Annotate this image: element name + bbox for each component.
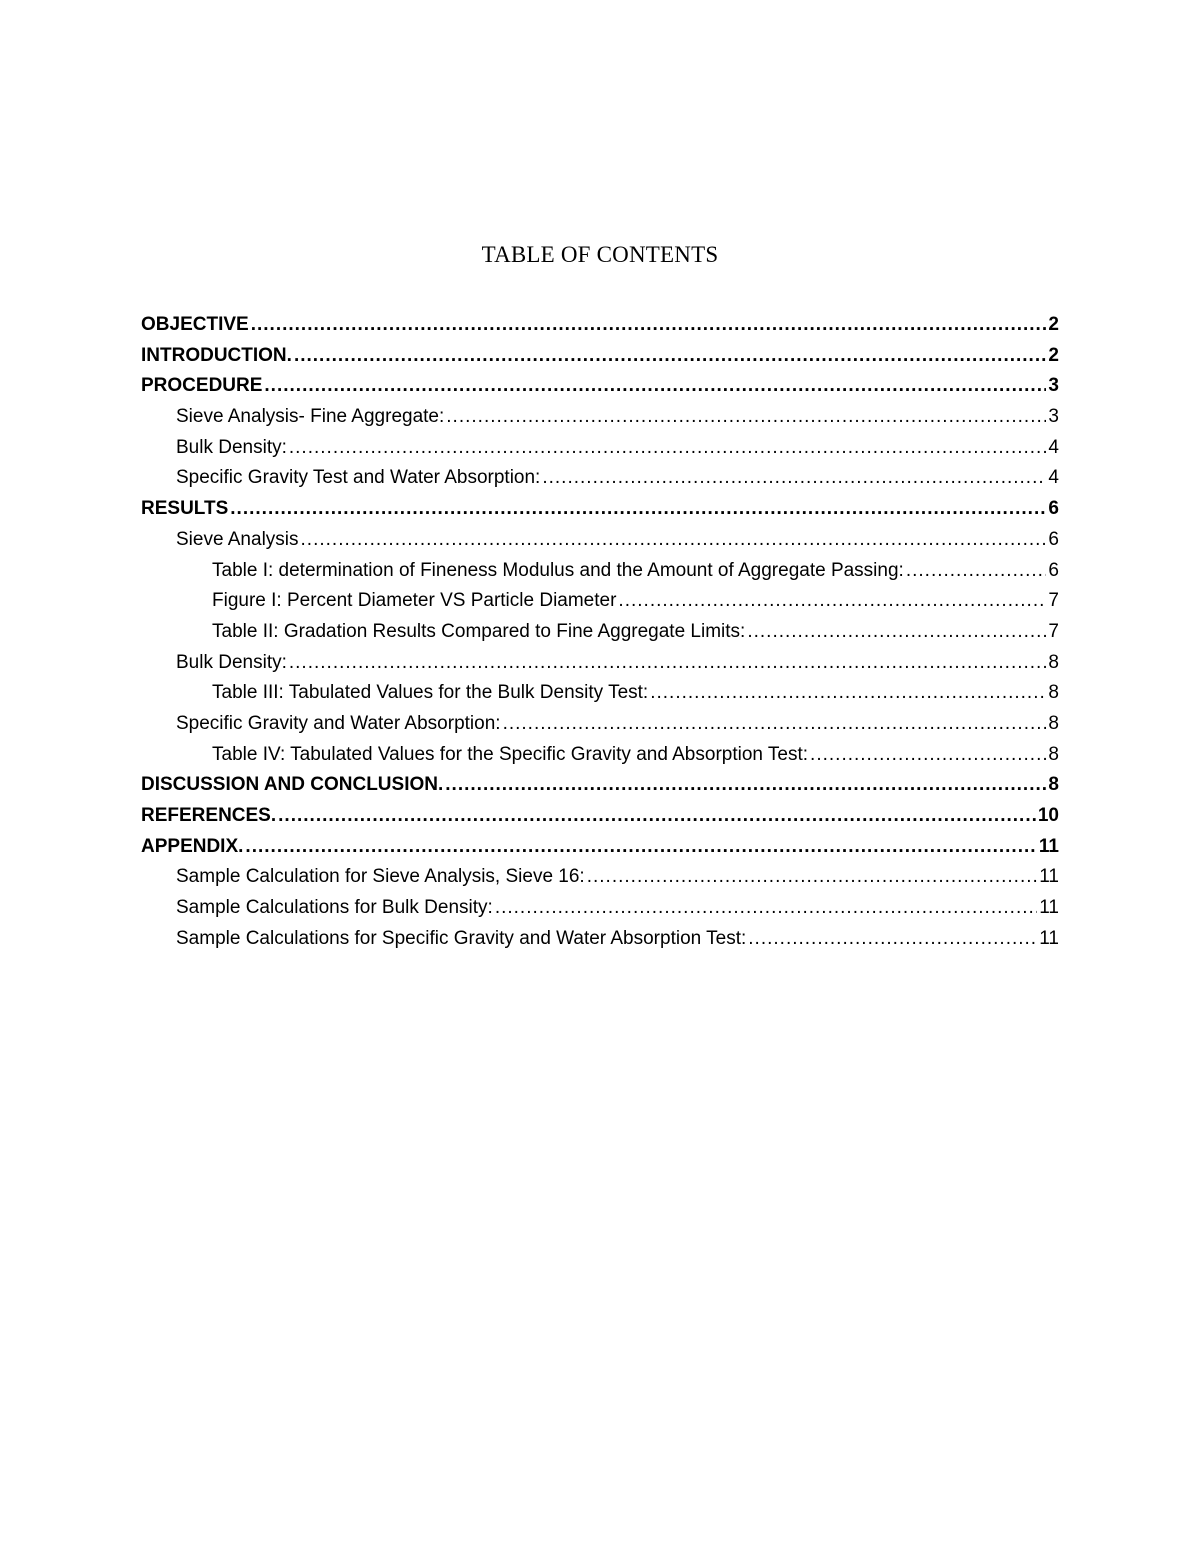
toc-entry-page-number: 4 [1048,467,1059,489]
toc-entry-page-number: 6 [1048,498,1059,520]
dot-leader [503,713,1047,735]
dot-leader [264,375,1046,397]
toc-entry-page-number: 8 [1048,682,1059,704]
dot-leader [230,498,1046,520]
dot-leader [301,529,1047,551]
toc-entry-page-number: 8 [1048,743,1059,765]
toc-entry[interactable] [141,529,1059,560]
toc-entry-page-number: 10 [1037,805,1059,826]
toc-entry-label: INTRODUCTION. [141,344,292,366]
toc-entry-page-number: 2 [1048,344,1059,366]
toc-entry-page-number: 11 [1039,897,1059,919]
toc-entry-page-number: 8 [1048,651,1059,673]
toc-entry[interactable] [141,652,1059,683]
toc-entry[interactable] [141,744,1059,775]
toc-entry-label: Table IV: Tabulated Values for the Specific Gravity and Absorption Test: [212,743,809,765]
toc-entry-page-number: 11 [1039,927,1059,949]
toc-entry[interactable] [141,406,1059,437]
toc-entry-page-number: 4 [1048,436,1059,458]
toc-entry[interactable] [141,682,1059,713]
toc-entry[interactable] [141,345,1059,376]
dot-leader [810,744,1046,766]
toc-entry-label: APPENDIX. [141,835,244,857]
toc-entry-page-number: 3 [1048,406,1059,428]
toc-entry[interactable] [141,590,1059,621]
toc-entry-page-number: 7 [1048,590,1059,612]
toc-entry-page-number: 11 [1039,866,1059,888]
dot-leader [495,897,1037,919]
toc-entry[interactable] [141,866,1059,897]
toc-entry[interactable] [141,498,1059,529]
toc-entry[interactable] [141,836,1059,867]
dot-leader [446,406,1046,428]
toc-entry-label: Sample Calculations for Bulk Density: [176,897,493,919]
toc-entry-label: Sieve Analysis- Fine Aggregate: [176,406,445,428]
dot-leader [289,437,1047,459]
dot-leader [748,928,1037,950]
toc-entry-page-number: 8 [1048,712,1059,734]
toc-entry-page-number: 6 [1048,559,1059,581]
toc-entry[interactable] [141,897,1059,928]
dot-leader [289,652,1047,674]
toc-entry[interactable] [141,928,1059,959]
toc-entry-label: Table II: Gradation Results Compared to Fine Aggregate Limits: [212,620,746,642]
dot-leader [906,560,1047,582]
toc-entry[interactable] [141,314,1059,345]
toc-list [141,314,1059,958]
dot-leader [245,836,1036,858]
toc-entry[interactable] [141,774,1059,805]
toc-entry-page-number: 8 [1048,774,1059,796]
toc-entry-page-number: 6 [1048,528,1059,550]
toc-entry-label: Bulk Density: [176,436,287,458]
toc-entry-label: Specific Gravity and Water Absorption: [176,712,501,734]
toc-entry-page-number: 11 [1038,835,1059,857]
toc-entry-label: PROCEDURE [141,375,263,397]
toc-entry[interactable] [141,437,1059,468]
toc-entry-label: Table I: determination of Fineness Modulus and the Amount of Aggregate Passing: [212,559,904,581]
dot-leader [587,866,1038,888]
toc-title: TABLE OF CONTENTS [481,242,719,267]
toc-entry-label: Figure I: Percent Diameter VS Particle Diameter [212,590,617,612]
toc-entry-label: DISCUSSION AND CONCLUSION. [141,774,444,796]
dot-leader [650,682,1046,704]
toc-entry[interactable] [141,621,1059,652]
toc-entry-label: Table III: Tabulated Values for the Bulk Density Test: [212,682,649,704]
toc-entry-label: REFERENCES. [141,805,277,826]
toc-entry-page-number: 2 [1048,314,1059,335]
toc-entry[interactable] [141,375,1059,406]
toc-entry-label: Bulk Density: [176,651,287,673]
dot-leader [542,467,1046,489]
toc-entry[interactable] [141,560,1059,591]
toc-entry-label: Sieve Analysis [176,528,299,550]
dot-leader [251,314,1047,336]
dot-leader [294,345,1046,367]
dot-leader [278,805,1036,827]
toc-entry-label: OBJECTIVE [141,314,249,335]
toc-entry-page-number: 7 [1048,620,1059,642]
toc-entry[interactable] [141,713,1059,744]
dot-leader [618,590,1046,612]
toc-entry-label: Sample Calculation for Sieve Analysis, Sieve 16: [176,866,585,888]
toc-entry[interactable] [141,805,1059,836]
toc-entry[interactable] [141,467,1059,498]
toc-entry-page-number: 3 [1048,375,1059,397]
dot-leader [747,621,1046,643]
toc-entry-label: Specific Gravity Test and Water Absorption: [176,467,541,489]
toc-entry-label: RESULTS [141,498,229,520]
dot-leader [445,774,1046,796]
toc-entry-label: Sample Calculations for Specific Gravity and Water Absorption Test: [176,927,747,949]
